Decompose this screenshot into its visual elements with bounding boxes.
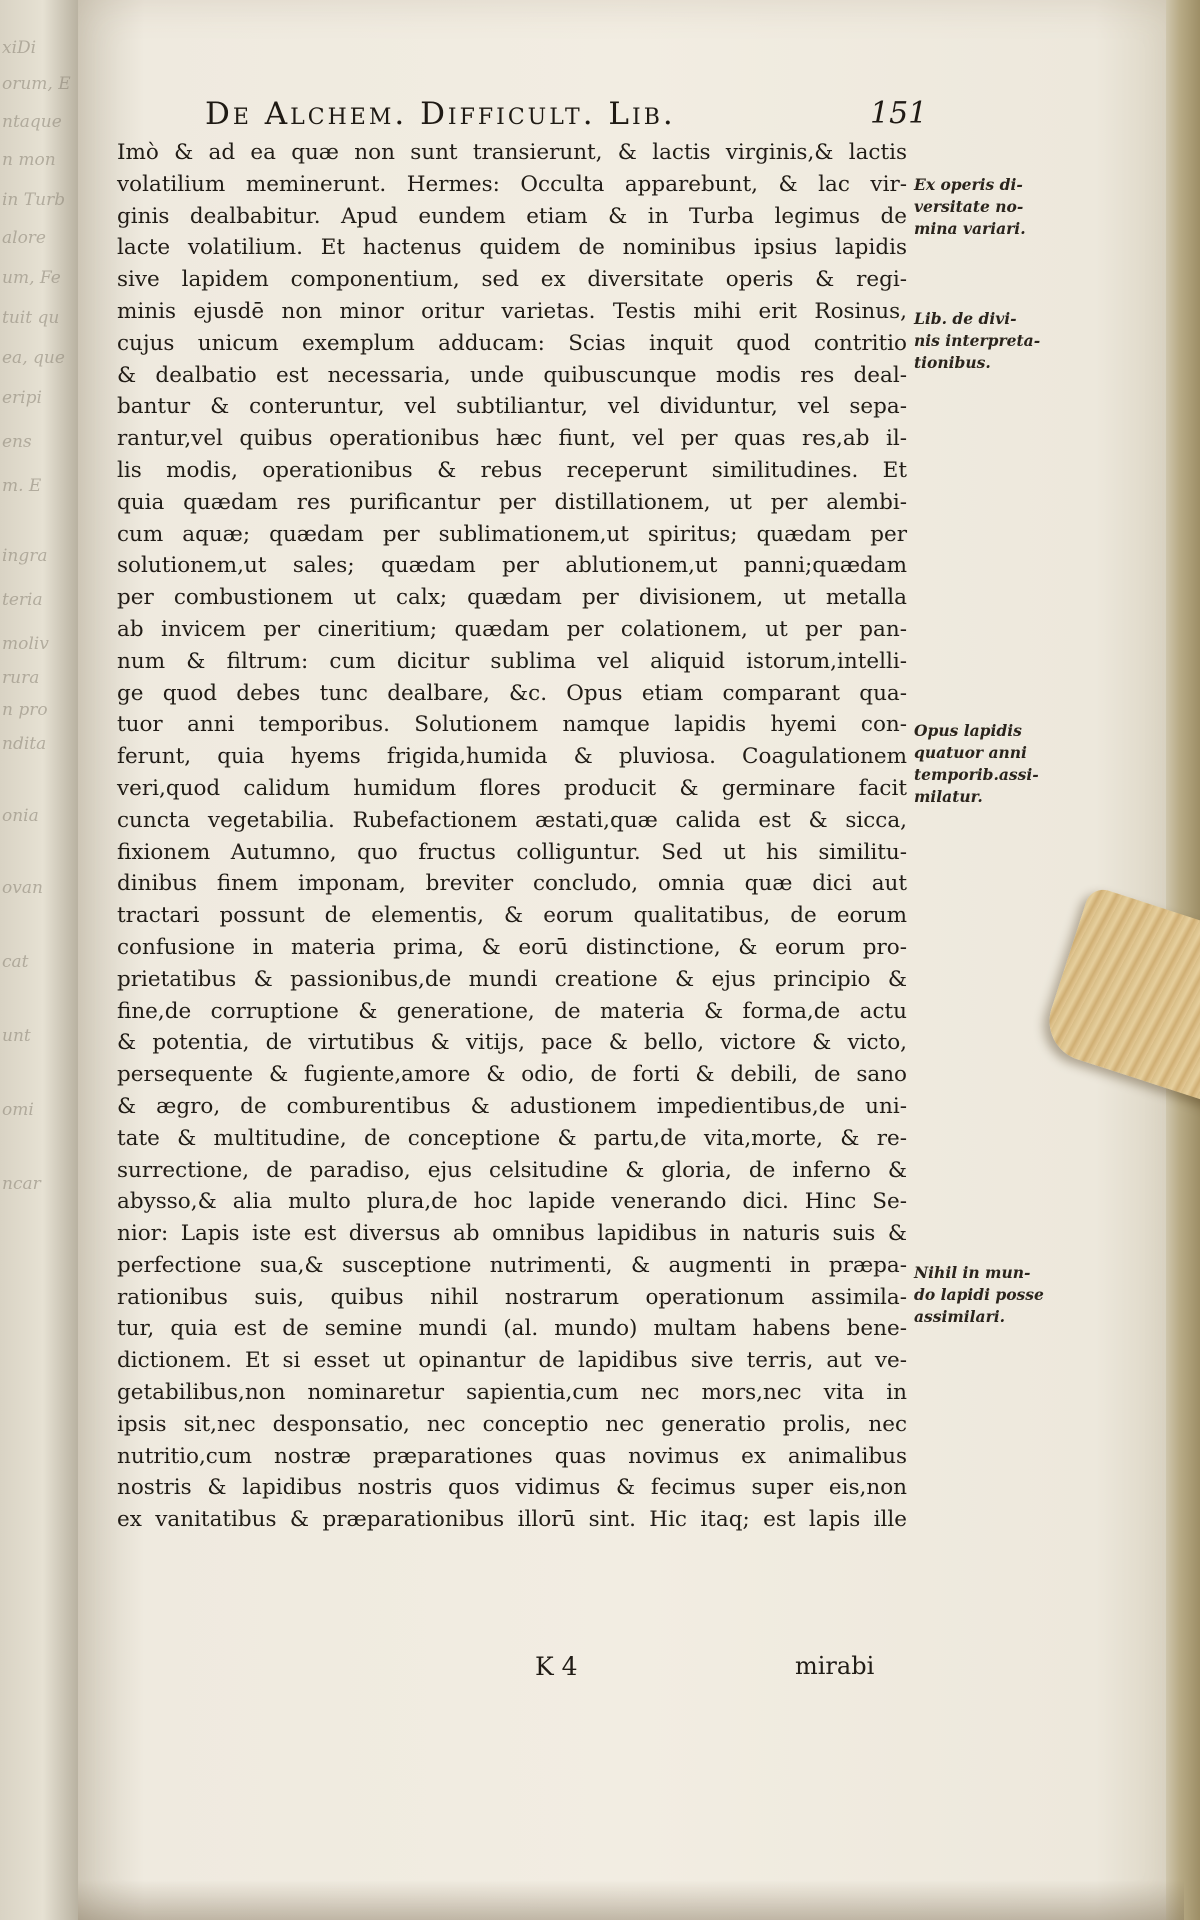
facing-page-fragment: ovan bbox=[2, 878, 43, 898]
text-line: ipsis sit,nec desponsatio, nec conceptio nec generatio prolis, nec bbox=[117, 1411, 907, 1437]
text-line: tur, quia est de semine mundi (al. mundo) multam habens bene- bbox=[117, 1316, 907, 1342]
text-line: ex vanitatibus & præparationibus illorū sint. Hic itaq; est lapis ille bbox=[117, 1507, 907, 1533]
facing-page-fragment: ens bbox=[2, 432, 32, 452]
facing-page-edge bbox=[0, 0, 78, 1920]
text-line: & dealbatio est necessaria, unde quibuscunque modis res deal- bbox=[117, 362, 907, 388]
text-line: ge quod debes tunc dealbare, &c. Opus etiam comparant qua- bbox=[117, 680, 907, 706]
marginal-note-line: do lapidi posse bbox=[914, 1285, 1044, 1304]
text-line: ab invicem per cineritium; quædam per colationem, ut per pan- bbox=[117, 616, 907, 642]
marginal-note bbox=[914, 174, 1064, 240]
folio-number: 151 bbox=[870, 96, 928, 131]
text-line: fine,de corruptione & generatione, de materia & forma,de actu bbox=[117, 998, 907, 1024]
text-line: veri,quod calidum humidum flores producit & germinare facit bbox=[117, 775, 907, 801]
marginal-note-line: versitate no- bbox=[914, 197, 1024, 216]
text-line: lis modis, operationibus & rebus receperunt similitudines. Et bbox=[117, 457, 907, 483]
marginal-note-line: Opus lapidis bbox=[914, 721, 1022, 740]
marginal-note-line: quatuor anni bbox=[914, 743, 1027, 762]
text-line: fixionem Autumno, quo fructus colliguntur. Sed ut his similitu- bbox=[117, 839, 907, 865]
text-line: solutionem,ut sales; quædam per ablutionem,ut panni;quædam bbox=[117, 553, 907, 579]
text-line: surrectione, de paradiso, ejus celsitudine & gloria, de inferno & bbox=[117, 1157, 907, 1183]
text-line: cujus unicum exemplum adducam: Scias inquit quod contritio bbox=[117, 330, 907, 356]
marginal-note-line: tionibus. bbox=[914, 353, 991, 372]
facing-page-fragment: cat bbox=[2, 952, 29, 972]
running-head: De Alchem. Difficult. Lib. bbox=[205, 96, 676, 132]
text-line: ginis dealbabitur. Apud eundem etiam & in Turba legimus de bbox=[117, 203, 907, 229]
text-line: rantur,vel quibus operationibus hæc fiunt, vel per quas res,ab il- bbox=[117, 426, 907, 452]
text-line: tate & multitudine, de conceptione & partu,de vita,morte, & re- bbox=[117, 1125, 907, 1151]
marginal-note bbox=[914, 308, 1064, 374]
facing-page-fragment: ea, que bbox=[2, 348, 65, 368]
marginal-note-line: assimilari. bbox=[914, 1307, 1006, 1326]
facing-page-fragment: eripi bbox=[2, 388, 42, 408]
marginal-note bbox=[914, 1262, 1064, 1328]
marginal-note-line: Lib. de divi- bbox=[914, 309, 1017, 328]
text-line: Imò & ad ea quæ non sunt transierunt, & lactis virginis,& lactis bbox=[117, 140, 907, 165]
facing-page-fragment: ncar bbox=[2, 1174, 41, 1194]
page-bottom-shadow bbox=[78, 1880, 1184, 1920]
text-line: cum aquæ; quædam per sublimationem,ut spiritus; quædam per bbox=[117, 521, 907, 547]
facing-page-fragment: unt bbox=[2, 1026, 31, 1046]
text-line: cuncta vegetabilia. Rubefactionem æstati,quæ calida est & sicca, bbox=[117, 807, 907, 833]
text-line: prietatibus & passionibus,de mundi creatione & ejus principio & bbox=[117, 966, 907, 992]
facing-page-fragment: ndita bbox=[2, 734, 47, 754]
facing-page-fragment: alore bbox=[2, 228, 46, 248]
marginal-note-line: Ex operis di- bbox=[914, 175, 1023, 194]
text-line: & potentia, de virtutibus & vitijs, pace & bello, victore & victo, bbox=[117, 1030, 907, 1056]
facing-page-fragment: tuit qu bbox=[2, 308, 60, 328]
marginal-note-line: temporib.assi- bbox=[914, 765, 1039, 784]
text-line: quia quædam res purificantur per distillationem, ut per alembi- bbox=[117, 489, 907, 515]
facing-page-fragment: rura bbox=[2, 668, 40, 688]
text-line: nutritio,cum nostræ præparationes quas novimus ex animalibus bbox=[117, 1443, 907, 1469]
text-line: ferunt, quia hyems frigida,humida & pluviosa. Coagulationem bbox=[117, 744, 907, 770]
text-line: volatilium meminerunt. Hermes: Occulta apparebunt, & lac vir- bbox=[117, 171, 907, 197]
marginal-note-line: nis interpreta- bbox=[914, 331, 1041, 350]
text-line: minis ejusdē non minor oritur varietas. Testis mihi erit Rosinus, bbox=[117, 298, 907, 324]
text-line: abysso,& alia multo plura,de hoc lapide venerando dici. Hinc Se- bbox=[117, 1189, 907, 1215]
text-line: lacte volatilium. Et hactenus quidem de nominibus ipsius lapidis bbox=[117, 235, 907, 261]
facing-page-fragment: um, Fe bbox=[2, 268, 61, 288]
catchword: mirabi bbox=[795, 1652, 875, 1680]
text-line: getabilibus,non nominaretur sapientia,cum nec mors,nec vita in bbox=[117, 1380, 907, 1406]
facing-page-fragment: xiDi bbox=[2, 38, 37, 58]
text-line: num & filtrum: cum dicitur sublima vel aliquid istorum,intelli- bbox=[117, 648, 907, 674]
text-line: persequente & fugiente,amore & odio, de forti & debili, de sano bbox=[117, 1062, 907, 1088]
text-line: nostris & lapidibus nostris quos vidimus & fecimus super eis,non bbox=[117, 1475, 907, 1501]
facing-page-fragment: omi bbox=[2, 1100, 34, 1120]
text-line: per combustionem ut calx; quædam per divisionem, ut metalla bbox=[117, 585, 907, 611]
facing-page-fragment: teria bbox=[2, 590, 43, 610]
facing-page-fragment: m. E bbox=[2, 476, 42, 496]
facing-page-fragment: n pro bbox=[2, 700, 48, 720]
body-text bbox=[117, 137, 907, 1536]
text-line: bantur & conteruntur, vel subtiliantur, vel dividuntur, vel sepa- bbox=[117, 394, 907, 420]
facing-page-fragment: in Turb bbox=[2, 190, 66, 210]
marginal-note-line: Nihil in mun- bbox=[914, 1263, 1031, 1282]
text-line: nior: Lapis iste est diversus ab omnibus lapidibus in naturis suis & bbox=[117, 1221, 907, 1247]
signature-mark: K 4 bbox=[535, 1652, 578, 1681]
facing-page-fragment: ingra bbox=[2, 546, 48, 566]
text-line: sive lapidem componentium, sed ex diversitate operis & regi- bbox=[117, 267, 907, 293]
marginal-note-line: mina variari. bbox=[914, 219, 1026, 238]
marginal-note bbox=[914, 720, 1064, 808]
facing-page-fragment: onia bbox=[2, 806, 39, 826]
text-line: rationibus suis, quibus nihil nostrarum operationum assimila- bbox=[117, 1284, 907, 1310]
facing-page-fragment: moliv bbox=[2, 634, 49, 654]
text-line: perfectione sua,& susceptione nutrimenti, & augmenti in præpa- bbox=[117, 1252, 907, 1278]
text-line: & ægro, de comburentibus & adustionem impedientibus,de uni- bbox=[117, 1093, 907, 1119]
text-line: confusione in materia prima, & eorū distinctione, & eorum pro- bbox=[117, 934, 907, 960]
text-line: dinibus finem imponam, breviter concludo, omnia quæ dici aut bbox=[117, 871, 907, 897]
facing-page-fragment: n mon bbox=[2, 150, 56, 170]
text-line: tractari possunt de elementis, & eorum qualitatibus, de eorum bbox=[117, 903, 907, 929]
text-line: tuor anni temporibus. Solutionem namque lapidis hyemi con- bbox=[117, 712, 907, 738]
facing-page-fragment: ntaque bbox=[2, 112, 62, 132]
text-line: dictionem. Et si esset ut opinantur de lapidibus sive terris, aut ve- bbox=[117, 1348, 907, 1374]
facing-page-fragment: orum, E bbox=[2, 74, 71, 94]
marginal-note-line: milatur. bbox=[914, 787, 983, 806]
